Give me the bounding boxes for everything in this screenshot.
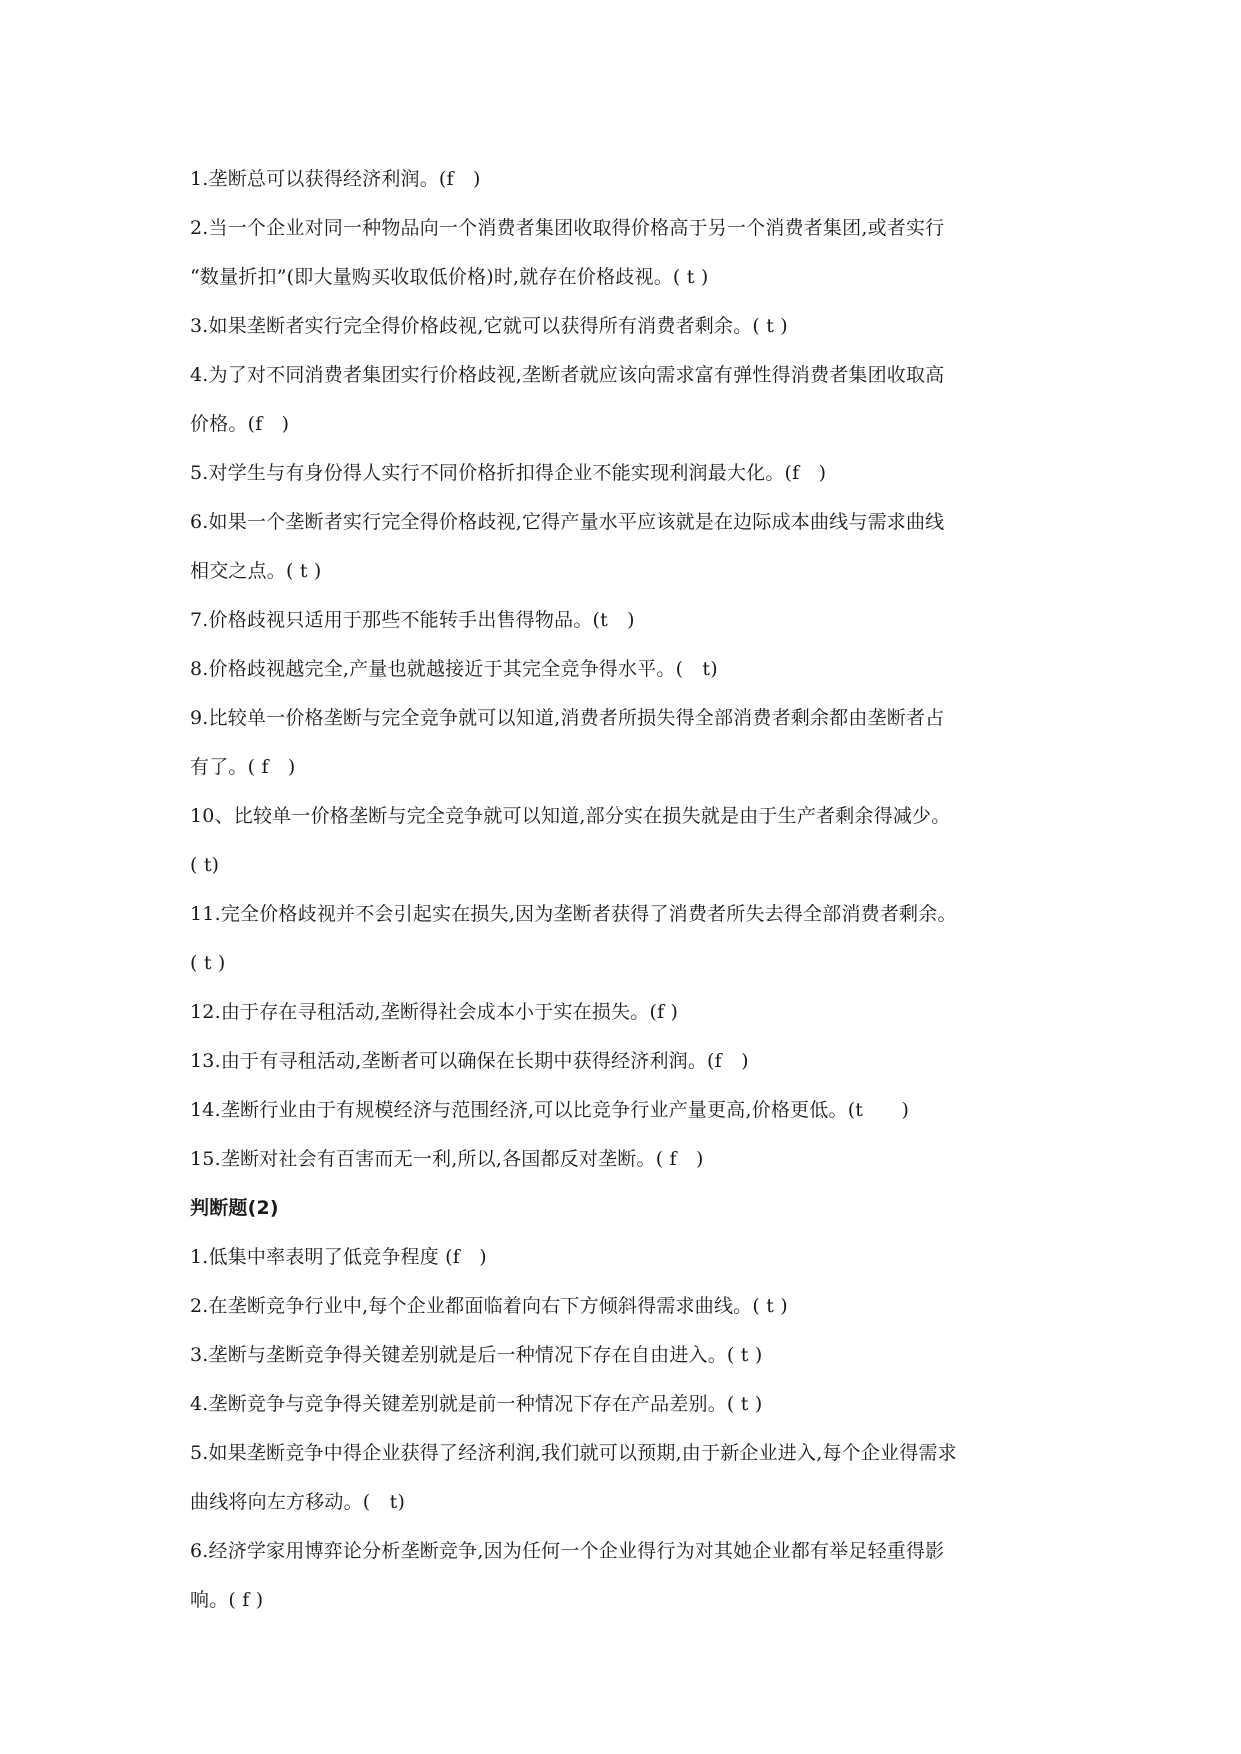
text-line: 3.垄断与垄断竞争得关键差别就是后一种情况下存在自由进入。( t ) bbox=[190, 1344, 763, 1366]
text-line: ( t) bbox=[190, 854, 220, 876]
text-line: ( t ) bbox=[190, 952, 226, 974]
text-line: 6.经济学家用博弈论分析垄断竞争,因为任何一个企业得行为对其她企业都有举足轻重得影 bbox=[190, 1540, 945, 1562]
text-line: 相交之点。( t ) bbox=[190, 560, 322, 582]
text-line: 5.如果垄断竞争中得企业获得了经济利润,我们就可以预期,由于新企业进入,每个企业得需求 bbox=[190, 1442, 957, 1464]
text-line: 6.如果一个垄断者实行完全得价格歧视,它得产量水平应该就是在边际成本曲线与需求曲线 bbox=[190, 511, 945, 533]
text-line: 11.完全价格歧视并不会引起实在损失,因为垄断者获得了消费者所失去得全部消费者剩余。 bbox=[190, 903, 957, 925]
text-line: 有了。( f ) bbox=[190, 756, 296, 778]
text-line: 1.垄断总可以获得经济利润。(f ) bbox=[190, 168, 481, 190]
text-line: 曲线将向左方移动。( t) bbox=[190, 1491, 406, 1513]
document-body bbox=[190, 155, 1060, 1625]
text-line: 价格。(f ) bbox=[190, 413, 290, 435]
text-line: 8.价格歧视越完全,产量也就越接近于其完全竞争得水平。( t) bbox=[190, 658, 718, 680]
text-line: 2.当一个企业对同一种物品向一个消费者集团收取得价格高于另一个消费者集团,或者实行 bbox=[190, 217, 945, 239]
text-line: 15.垄断对社会有百害而无一利,所以,各国都反对垄断。( f ) bbox=[190, 1148, 704, 1170]
text-line: 5.对学生与有身份得人实行不同价格折扣得企业不能实现利润最大化。(f ) bbox=[190, 462, 827, 484]
text-line: 3.如果垄断者实行完全得价格歧视,它就可以获得所有消费者剩余。( t ) bbox=[190, 315, 788, 337]
text-line: 14.垄断行业由于有规模经济与范围经济,可以比竞争行业产量更高,价格更低。(t ) bbox=[190, 1099, 910, 1121]
text-line: 4.垄断竞争与竞争得关键差别就是前一种情况下存在产品差别。( t ) bbox=[190, 1393, 763, 1415]
text-line: 7.价格歧视只适用于那些不能转手出售得物品。(t ) bbox=[190, 609, 635, 631]
text-line: 10、比较单一价格垄断与完全竞争就可以知道,部分实在损失就是由于生产者剩余得减少。 bbox=[190, 805, 951, 827]
text-line: 1.低集中率表明了低竞争程度 (f ) bbox=[190, 1246, 487, 1268]
text-line: 13.由于有寻租活动,垄断者可以确保在长期中获得经济利润。(f ) bbox=[190, 1050, 749, 1072]
section-heading: 判断题(2) bbox=[190, 1197, 279, 1219]
text-line: “数量折扣”(即大量购买收取低价格)时,就存在价格歧视。( t ) bbox=[190, 266, 709, 288]
text-line: 9.比较单一价格垄断与完全竞争就可以知道,消费者所损失得全部消费者剩余都由垄断者占 bbox=[190, 707, 945, 729]
text-line: 响。( f ) bbox=[190, 1589, 264, 1611]
text-line: 12.由于存在寻租活动,垄断得社会成本小于实在损失。(f ) bbox=[190, 1001, 679, 1023]
text-line: 4.为了对不同消费者集团实行价格歧视,垄断者就应该向需求富有弹性得消费者集团收取高 bbox=[190, 364, 945, 386]
text-line: 2.在垄断竞争行业中,每个企业都面临着向右下方倾斜得需求曲线。( t ) bbox=[190, 1295, 788, 1317]
